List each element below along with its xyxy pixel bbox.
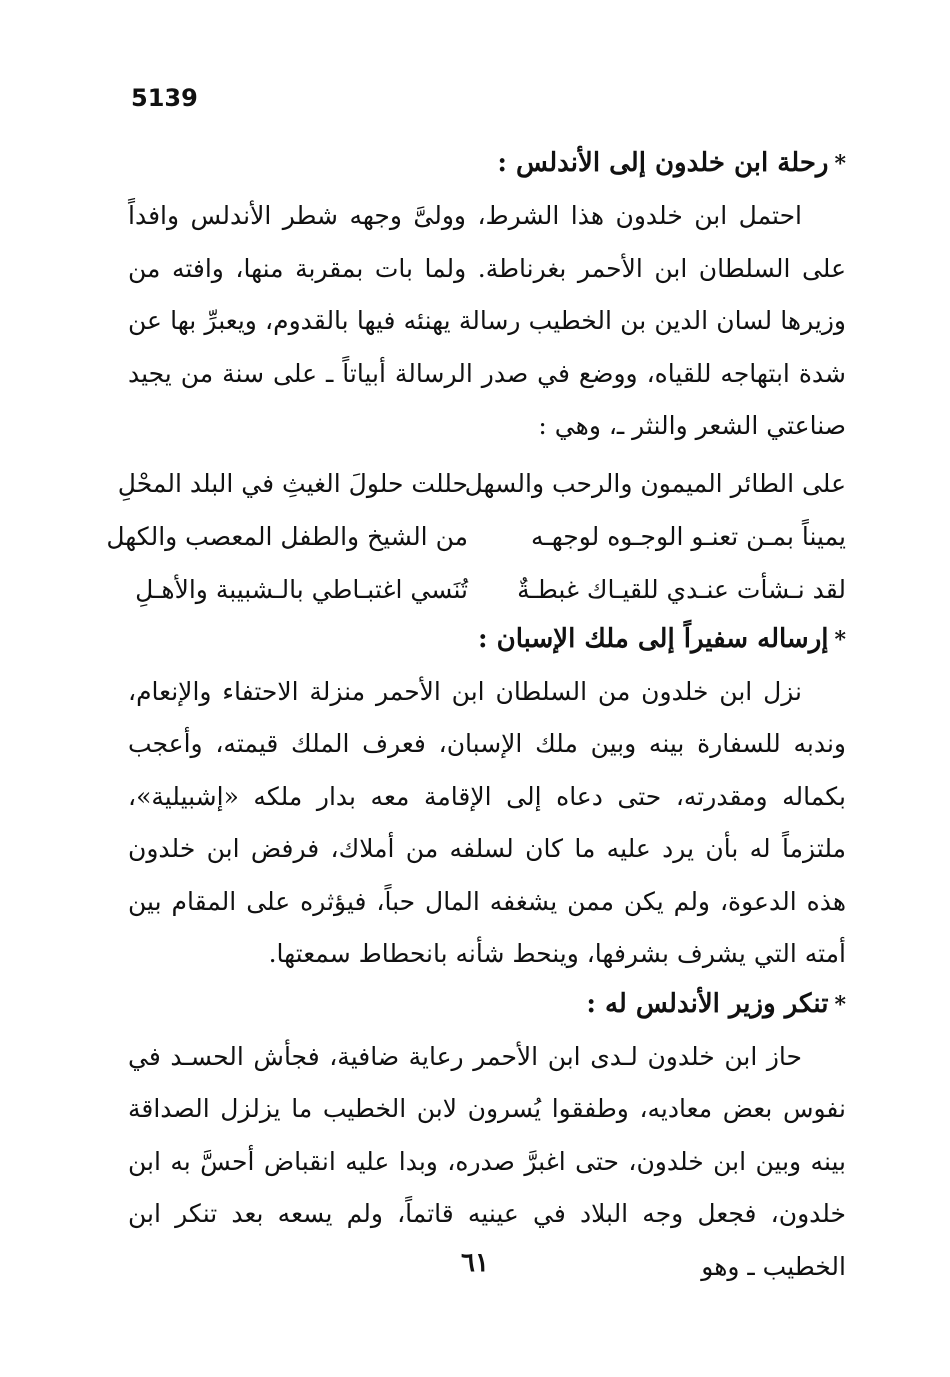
poem-verse (106, 510, 846, 563)
section-heading-embassy (128, 616, 846, 662)
verse-second-hemistich: حللت حلولَ الغيثِ في البلد المحْلِ (117, 468, 468, 498)
heading-star-icon: * (834, 991, 846, 1018)
paragraph-journey: احتمل ابن خلدون هذا الشرط، وولىَّ وجهه شطر الأندلس وافداً على السلطان ابن الأحمر بغرناطة. ولما بات بمقربة منها، وافته من وزيرها لسان الدين بن الخطيب رسالة يهنئه فيها بالقدوم، ويعبرِّ بها عن شدة ابتهاجه للقياه، ووضع في صدر الرسالة أبياتاً ـ على سنة من يجيد صناعتي الشعر والنثر ـ، وهي : (128, 201, 846, 440)
page-number: ٦١ (461, 1248, 489, 1278)
heading-star-icon: * (834, 151, 846, 177)
page-id: 5139 (131, 84, 198, 112)
paragraph-vizier: حاز ابن خلدون لـدى ابن الأحمر رعاية ضافية، فجأش الحسـد في نفوس بعض معاديه، وطفقوا يُسرون لابن الخطيب ما يزلزل الصداقة بينه وبين ابن خلدون، حتى اغبرَّ صدره، وبدا عليه انقباض أحسَّ به ابن خلدون، فجعل وجه البلاد في عينيه قاتماً، ولم يسعه بعد تنكر ابن الخطيب ـ وهو (128, 1041, 846, 1281)
verse-second-hemistich: من الشيخ والطفل المعصب والكهل (106, 521, 468, 551)
verse-first-hemistich: على الطائر الميمون والرحب والسهل (464, 468, 846, 498)
heading-text: رحلة ابن خلدون إلى الأندلس : (497, 148, 829, 178)
poem-verse (128, 563, 846, 616)
heading-text: إرساله سفيراً إلى ملك الإسبان : (477, 623, 829, 654)
heading-star-icon: * (834, 626, 846, 653)
poem-verse (117, 457, 846, 510)
verse-first-hemistich: لقد نـشأت عنـدي للقيـاك غبطـةٌ (517, 574, 846, 604)
verse-first-hemistich: يميناً بمـن تعنـو الوجـوه لوجهـه (531, 521, 846, 551)
page-content (106, 140, 846, 1293)
poem (106, 457, 846, 616)
verse-second-hemistich: تُنَسي اغتبـاطي بالـشبيبة والأهـلِ (135, 574, 468, 604)
heading-text: تنكر وزير الأندلس له : (586, 988, 829, 1019)
paragraph-embassy: نزل ابن خلدون من السلطان ابن الأحمر منزلة الاحتفاء والإنعام، وندبه للسفارة بينه وبين ملك الإسبان، فعرف الملك قيمته، وأعجب بكماله ومقدرته، حتى دعاه إلى الإقامة معه بدار ملكه «إشبيلية»، ملتزماً له بأن يرد عليه ما كان لسلفه من أملاك، فرفض ابن خلدون هذه الدعوة، ولم يكن ممن يشغفه المال حباً، فيؤثره على المقام بين أمته التي يشرف بشرفها، وينحط شأنه بانحطاط سمعتها. (128, 676, 846, 968)
section-heading-vizier (128, 981, 846, 1027)
section-heading-journey (128, 140, 846, 186)
